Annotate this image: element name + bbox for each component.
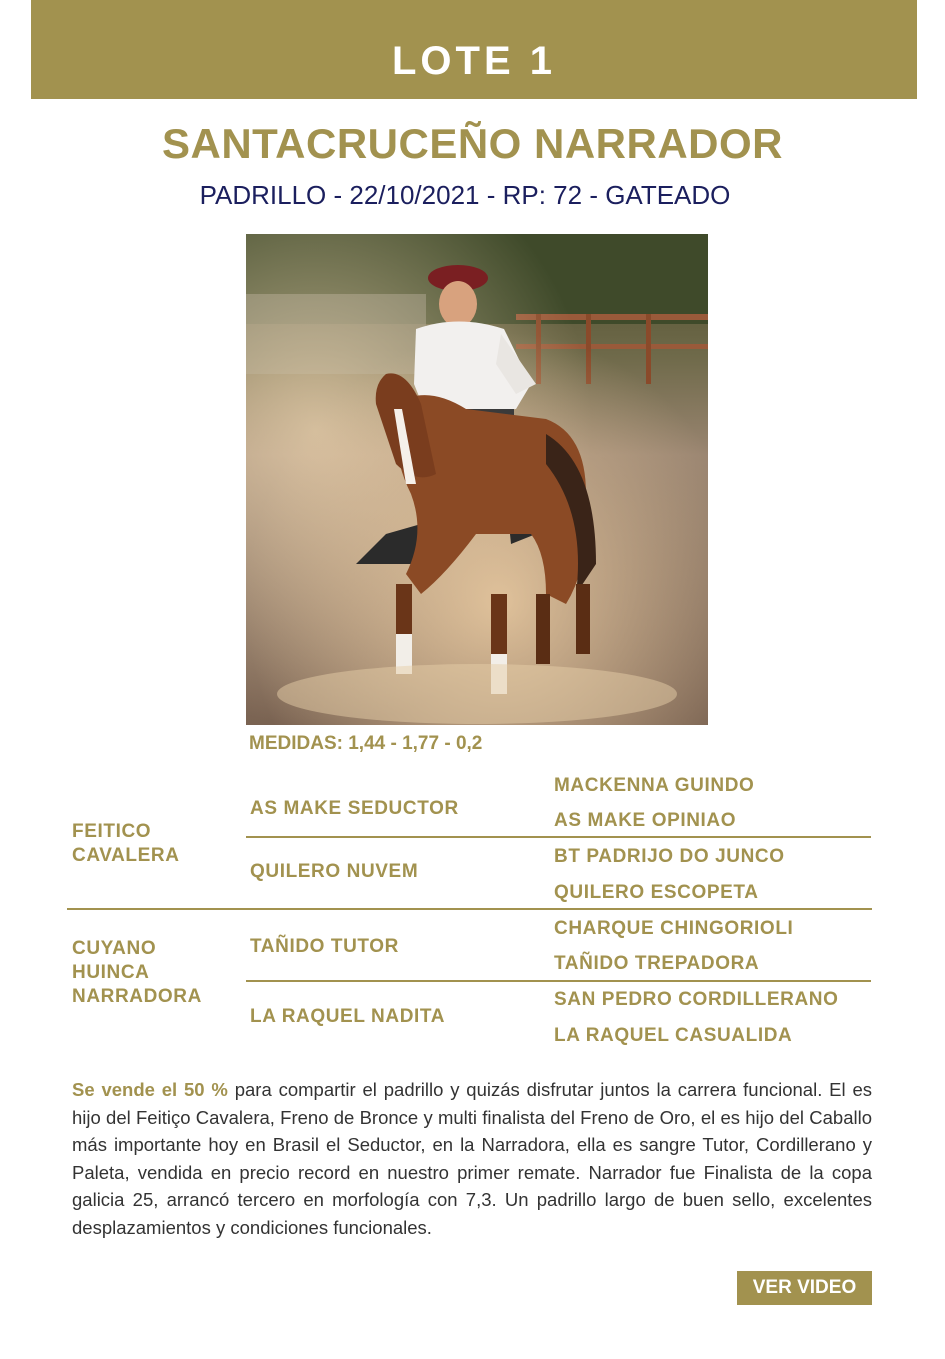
pedigree-sds-name: BT PADRIJO DO JUNCO <box>554 846 785 867</box>
description-text: para compartir el padrillo y quizás disfrutar juntos la carrera funcional. El es hijo del Feitiço Cavalera, Freno de Bronce y multi finalista del Freno de Oro, el es hijo del Caballo más importante hoy en Brasil el Seductor, en la Narradora, ella es sangre Tutor, Cordillerano y Paleta, vendida en precio record en nuestro primer remate. Narrador fue Finalista de la copa galicia 25, arrancó tercero en morfología con 7,3. Un padrillo largo de buen sello, excelentes desplazamientos y condiciones funcionales. <box>72 1079 872 1238</box>
pedigree-dam-name <box>72 937 202 1009</box>
pedigree-main-divider <box>67 908 872 910</box>
horse-name: SANTACRUCEÑO NARRADOR <box>161 120 784 167</box>
pedigree-dd-name: LA RAQUEL NADITA <box>250 1006 446 1027</box>
pedigree-ssd-name: AS MAKE OPINIAO <box>554 810 737 831</box>
pedigree-dam-name-line: NARRADORA <box>72 986 202 1007</box>
pedigree-sd-name: QUILERO NUVEM <box>250 861 419 882</box>
lot-banner <box>31 0 917 99</box>
pedigree-sss-name: MACKENNA GUINDO <box>554 775 755 796</box>
horse-subtitle: PADRILLO - 22/10/2021 - RP: 72 - GATEADO <box>199 180 731 210</box>
pedigree-sire-name <box>72 820 180 868</box>
ver-video-button[interactable]: VER VIDEO <box>737 1271 872 1305</box>
pedigree-dsd-name: TAÑIDO TREPADORA <box>554 953 760 974</box>
pedigree-ds-name: TAÑIDO TUTOR <box>250 936 399 957</box>
description-highlight: Se vende el 50 % <box>72 1079 228 1100</box>
pedigree-dam-name-line: CUYANO <box>72 938 157 959</box>
lot-title: LOTE 1 <box>391 39 557 83</box>
medidas-label: MEDIDAS: 1,44 - 1,77 - 0,2 <box>249 733 483 754</box>
pedigree-divider <box>246 836 871 838</box>
pedigree-dds-name: SAN PEDRO CORDILLERANO <box>554 989 839 1010</box>
description-paragraph <box>72 1076 872 1241</box>
pedigree-dam-name-line: HUINCA <box>72 962 150 983</box>
horse-photo <box>246 234 708 725</box>
pedigree-dss-name: CHARQUE CHINGORIOLI <box>554 918 794 939</box>
pedigree-divider <box>246 980 871 982</box>
pedigree-ss-name: AS MAKE SEDUCTOR <box>250 798 459 819</box>
pedigree-sdd-name: QUILERO ESCOPETA <box>554 882 759 903</box>
pedigree-sire-name-line: CAVALERA <box>72 845 180 866</box>
pedigree-ddd-name: LA RAQUEL CASUALIDA <box>554 1025 793 1046</box>
pedigree-sire-name-line: FEITICO <box>72 821 152 842</box>
